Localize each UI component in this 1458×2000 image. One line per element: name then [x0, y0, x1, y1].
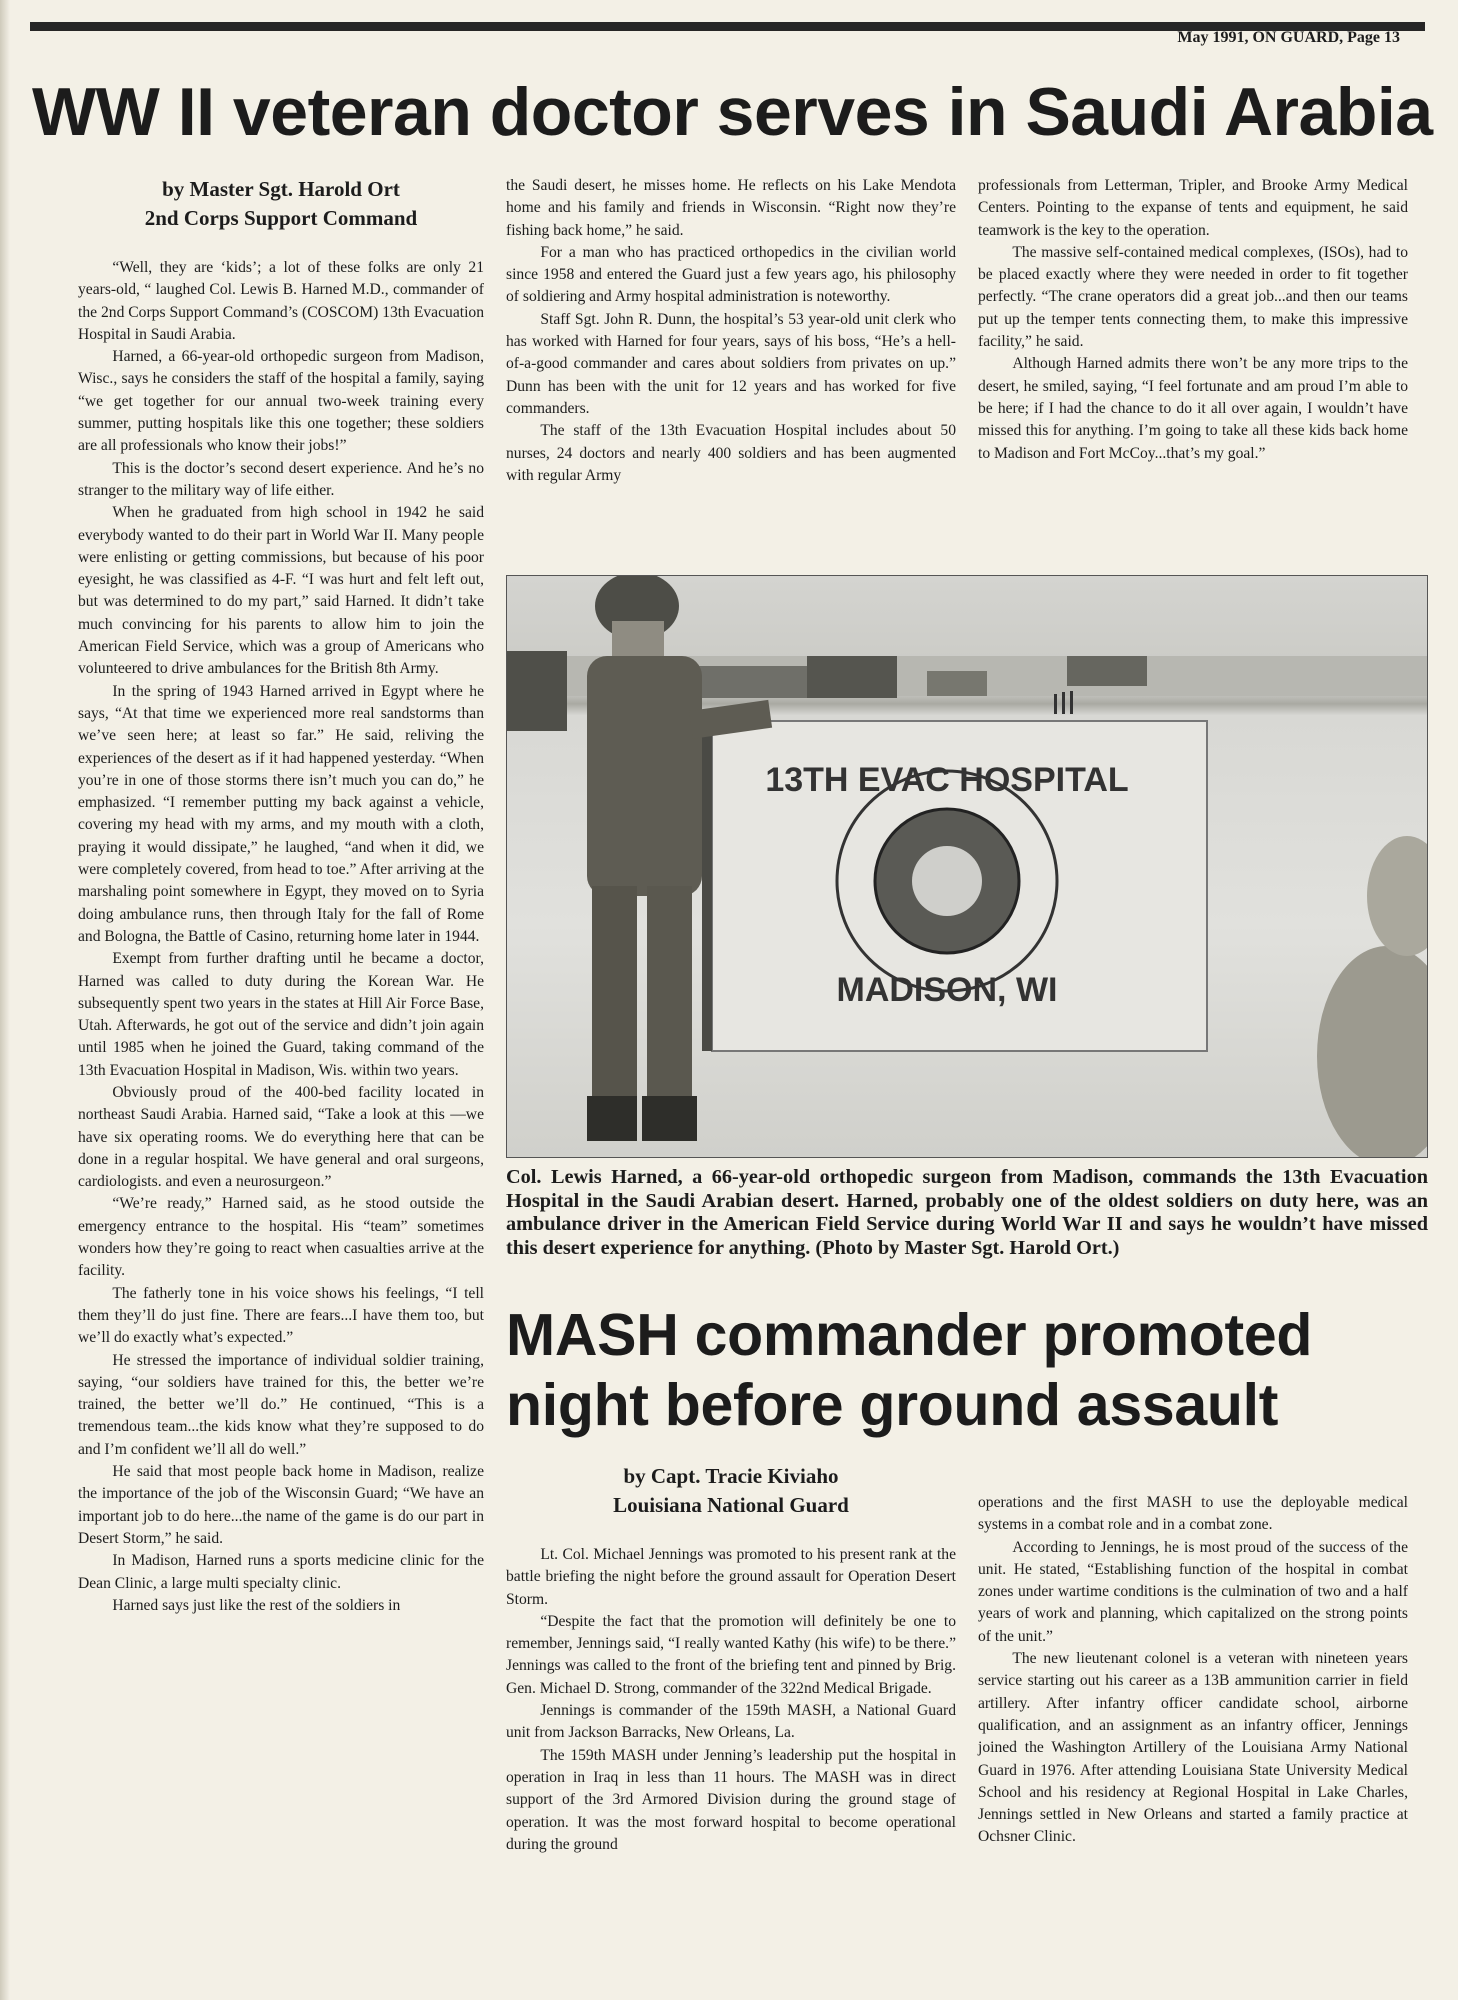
article1-byline	[78, 175, 484, 233]
soldier-boot	[587, 1096, 637, 1141]
paragraph: Jennings is commander of the 159th MASH, a National Guard unit from Jackson Barracks, New Orleans, La.	[506, 1702, 956, 1742]
paragraph: The new lieutenant colonel is a veteran with nineteen years service starting out his career as a 13B ammunition carrier in field artillery. After infantry officer candidate school, airborne qualification, and an assignment as an infantry officer, Jennings joined the Washington Artillery of the Louisiana Army National Guard in 1976. After attending Louisiana State University Medical School and his residency at Regional Hospital in Lake Charles, Jennings settled in New Orleans and started a family practice at Ochsner Clinic.	[978, 1650, 1408, 1846]
paragraph: The massive self-contained medical complexes, (ISOs), had to be placed exactly where they were needed in order to fit together perfectly. “The crane operators did a great job...and then our teams put up the temper tents connecting them, to make this impressive facility,” he said.	[978, 243, 1408, 351]
paragraph: professionals from Letterman, Tripler, and Brooke Army Medical Centers. Pointing to the expanse of tents and equipment, he said teamwork is the key to the operation.	[978, 177, 1408, 239]
distant-figure	[1070, 691, 1073, 714]
paragraph: This is the doctor’s second desert experience. And he’s no stranger to the military way of life either.	[78, 459, 484, 499]
sign-text-top: 13TH EVAC HOSPITAL	[765, 761, 1129, 799]
article1-column-3	[978, 175, 1408, 465]
soldier-leg	[647, 886, 692, 1116]
paragraph: Harned, a 66-year-old orthopedic surgeon from Madison, Wisc., says he considers the staff of the hospital a family, saying “we get together for our annual two-week training every summer, putting hospitals like this one together; these soldiers are all professionals who know their jobs!”	[78, 348, 484, 455]
paragraph: “Despite the fact that the promotion will definitely be one to remember, Jennings said, “I really wanted Kathy (his wife) to be there.” Jennings was called to the front of the briefing tent and pinned by Brig. Gen. Michael D. Strong, commander of the 322nd Medical Brigade.	[506, 1612, 956, 1697]
paragraph: Although Harned admits there won’t be any more trips to the desert, he smiled, saying, “I feel fortunate and am proud I’m able to be here; if I had the chance to do it all over again, I wouldn’t have missed this for anything. I’m going to take all these kids back home to Madison and Fort McCoy...that’s my goal.”	[978, 355, 1408, 462]
soldier-leg	[592, 886, 637, 1116]
paragraph: When he graduated from high school in 1942 he said everybody wanted to do their part in World War II. Many people were enlisting or getting commissions, but because of his poor eyesight, he was classified as 4-F. “I was hurt and felt left out, but was determined to do my part,” said Harned. It didn’t take much convincing for his parents to allow him to join the American Field Service, which was a group of Americans who volunteered to drive ambulances for the British 8th Army.	[78, 504, 484, 678]
sandbags	[1367, 836, 1427, 956]
article2-column-2	[978, 1492, 1408, 1849]
article2-headline	[506, 1300, 1426, 1440]
sign-post	[702, 721, 712, 1051]
distant-figure	[1054, 694, 1057, 714]
paragraph: “Well, they are ‘kids’; a lot of these folks are only 21 years-old, “ laughed Col. Lewis B. Harned M.D., commander of the 2nd Corps Support Command’s (COSCOM) 13th Evacuation Hospital in Saudi Arabia.	[78, 259, 484, 343]
soldier-face	[612, 621, 664, 661]
article1-column-2	[506, 175, 956, 487]
paragraph: the Saudi desert, he misses home. He reflects on his Lake Mendota home and his family and friends in Wisconsin. “Right now they’re fishing back home,” he said.	[506, 177, 956, 239]
article2-headline-line1: MASH commander promoted	[506, 1302, 1313, 1368]
sign-text-bottom: MADISON, WI	[836, 971, 1058, 1009]
soldier-boot	[642, 1096, 697, 1141]
article1-byline-org: 2nd Corps Support Command	[144, 206, 418, 230]
distant-truck	[807, 656, 897, 698]
photo-illustration	[507, 576, 1427, 1157]
paragraph: Lt. Col. Michael Jennings was promoted to his present rank at the battle briefing the night before the ground assault for Operation Desert Storm.	[506, 1546, 956, 1608]
article2-column-1	[506, 1462, 956, 1856]
paragraph: The staff of the 13th Evacuation Hospital includes about 50 nurses, 24 doctors and nearly 400 soldiers and has been augmented with regular Army	[506, 422, 956, 484]
paragraph: According to Jennings, he is most proud of the success of the unit. He stated, “Establishing function of the hospital in combat zones under wartime conditions is the culmination of two and a half years of work and planning, which capitalized on the strong points of the unit.”	[978, 1538, 1408, 1645]
paragraph: Staff Sgt. John R. Dunn, the hospital’s 53 year-old unit clerk who has worked with Harned for four years, says of his boss, “He’s a hell-of-a-good commander and cares about soldiers from privates on up.” Dunn has been with the unit for 12 years and has worked for five commanders.	[506, 310, 956, 417]
paragraph: “We’re ready,” Harned said, as he stood outside the emergency entrance to the hospital. His “team” sometimes wonders how they’re going to react when casualties arrive at the facility.	[78, 1195, 484, 1280]
paragraph: In Madison, Harned runs a sports medicine clinic for the Dean Clinic, a large multi specialty clinic.	[78, 1552, 484, 1592]
distant-figure	[1062, 692, 1065, 714]
paragraph: For a man who has practiced orthopedics in the civilian world since 1958 and entered the Guard just a few years ago, his philosophy of soldiering and Army hospital administration is noteworthy.	[506, 243, 956, 306]
distant-truck	[927, 671, 987, 696]
paragraph: Harned says just like the rest of the soldiers in	[112, 1596, 401, 1614]
photo-harned-at-hospital-sign	[506, 575, 1428, 1158]
article2-headline-line2: night before ground assault	[506, 1372, 1279, 1438]
distant-truck	[697, 666, 817, 698]
paragraph: Obviously proud of the 400-bed facility located in northeast Saudi Arabia. Harned said, “Take a look at this —we have six operating rooms. We do everything here that can be done in a regular hospital. We have general and oral surgeons, cardiologists. and even a neurosurgeon.”	[78, 1083, 484, 1191]
masthead: May 1991, ON GUARD, Page 13	[1177, 29, 1400, 46]
page-binding-shadow	[0, 0, 10, 2000]
paragraph: He said that most people back home in Madison, realize the importance of the job of the Wisconsin Guard; “We have an important job to do here...the name of the game is do our part in Desert Storm,” he said.	[78, 1463, 484, 1547]
distant-tent	[1067, 656, 1147, 686]
article1-column-1	[78, 175, 484, 1617]
sign-emblem-center	[912, 846, 982, 916]
photo-caption: Col. Lewis Harned, a 66-year-old orthopedic surgeon from Madison, commands the 13th Evacuation Hospital in the Saudi Arabian desert. Harned, probably one of the oldest soldiers on duty here, was an ambulance driver in the American Field Service during World War II and says he wouldn’t have missed this desert experience for anything. (Photo by Master Sgt. Harold Ort.)	[506, 1166, 1428, 1259]
article2-byline-name: by Capt. Tracie Kiviaho	[623, 1464, 839, 1488]
paragraph: Exempt from further drafting until he became a doctor, Harned was called to duty during the Korean War. He subsequently spent two years in the states at Hill Air Force Base, Utah. Afterwards, he got out of the service and didn’t join again until 1985 when he joined the Guard, taking command of the 13th Evacuation Hospital in Madison, Wis. within two years.	[78, 950, 484, 1079]
paragraph: The fatherly tone in his voice shows his feelings, “I tell them they’ll do just fine. There are fears...I have them too, but we’ll do exactly what’s expected.”	[78, 1284, 484, 1347]
paragraph: operations and the first MASH to use the deployable medical systems in a combat role and in a combat zone.	[978, 1494, 1408, 1534]
paragraph: The 159th MASH under Jenning’s leadership put the hospital in operation in Iraq in less than 11 hours. The MASH was in direct support of the 3rd Armored Division during the ground stage of operation. It was the most forward hospital to become operational during the ground	[506, 1746, 956, 1853]
soldier-torso	[587, 656, 702, 896]
article1-headline: WW II veteran doctor serves in Saudi Arabia	[32, 74, 1433, 150]
paragraph: He stressed the importance of individual soldier training, saying, “our soldiers have trained for this, the better we’re trained, the better we’ll do.” He continued, “This is a tremendous team...the kids know what they’re supposed to do and I’m confident we’ll all do well.”	[78, 1351, 484, 1458]
article2-byline	[506, 1462, 956, 1520]
vehicle-left	[507, 651, 567, 731]
article2-byline-org: Louisiana National Guard	[613, 1493, 849, 1517]
paragraph: In the spring of 1943 Harned arrived in Egypt where he says, “At that time we experienced more real sandstorms than we’ve seen here; at least so far.” He said, reliving the experiences of the desert as if it had happened yesterday. “When you’re in one of those storms there isn’t much you can do,” he emphasized. “I remember putting my back against a vehicle, covering my head with my arms, and my mouth with a cloth, praying it would dissipate,” he laughed, “and when it did, we were completely covered, from head to toe.” After arriving at the marshaling point somewhere in Egypt, they moved on to Syria doing ambulance runs, then through Italy for the fall of Rome and Bologna, the Battle of Casino, returning home later in 1944.	[78, 682, 484, 945]
sandbags	[1317, 946, 1427, 1157]
article1-byline-name: by Master Sgt. Harold Ort	[162, 177, 400, 201]
